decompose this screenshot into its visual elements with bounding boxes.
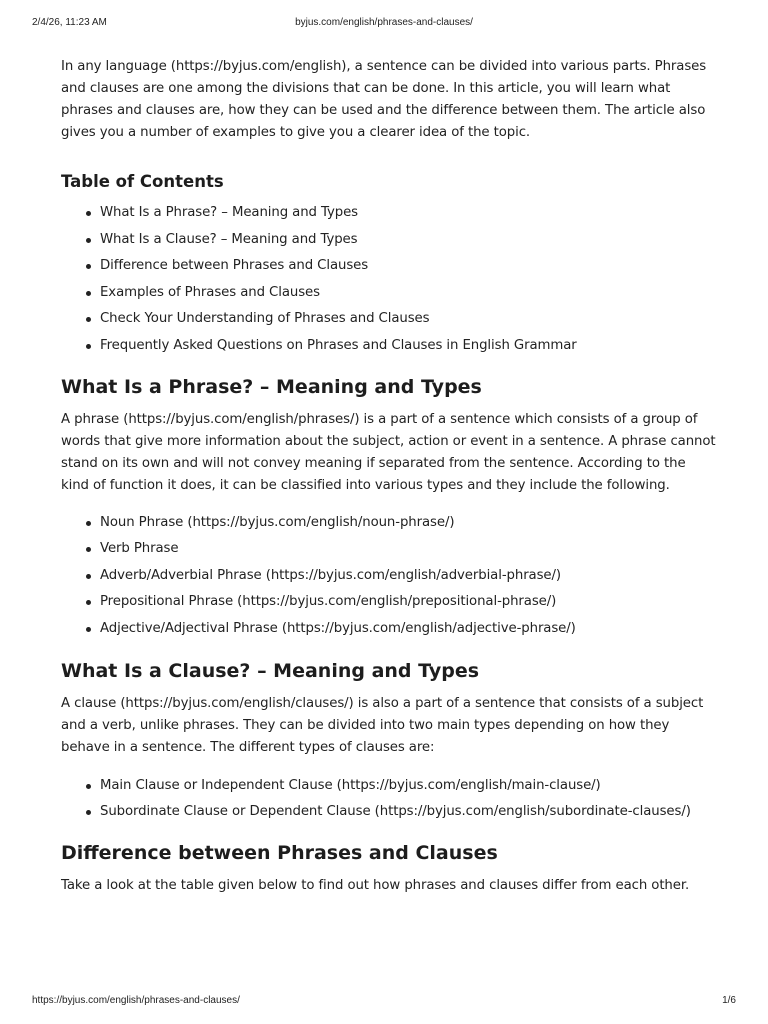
phrase-heading: What Is a Phrase? – Meaning and Types bbox=[61, 375, 482, 398]
article-content bbox=[61, 56, 716, 897]
print-footer bbox=[32, 995, 736, 1009]
print-header bbox=[32, 17, 736, 31]
list-item-verb-phrase: Verb Phrase bbox=[61, 538, 716, 560]
phrase-paragraph: A phrase (https://byjus.com/english/phrases/) is a part of a sentence which consists of a group of words that give more information about the subject, action or event in a sentence. A phrase cannot stand on its own and will not convey meaning if separated from the sentence. According to the kind of function it does, it can be classified into various types and they include the following. bbox=[61, 411, 716, 493]
toc-item-faq[interactable]: Frequently Asked Questions on Phrases and Clauses in English Grammar bbox=[61, 335, 716, 357]
difference-paragraph: Take a look at the table given below to find out how phrases and clauses differ from each other. bbox=[61, 878, 690, 893]
list-item-main-clause: Main Clause or Independent Clause (https://byjus.com/english/main-clause/) bbox=[61, 775, 716, 797]
clause-paragraph: A clause (https://byjus.com/english/clauses/) is also a part of a sentence that consists of a subject and a verb, unlike phrases. They can be divided into two main types depending on how they behave in a sentence. The different types of clauses are: bbox=[61, 695, 704, 755]
list-item-noun-phrase: Noun Phrase (https://byjus.com/english/noun-phrase/) bbox=[61, 512, 716, 534]
toc-item-phrase[interactable]: What Is a Phrase? – Meaning and Types bbox=[61, 202, 716, 224]
toc-item-check-understanding[interactable]: Check Your Understanding of Phrases and Clauses bbox=[61, 308, 716, 330]
list-item-prepositional-phrase: Prepositional Phrase (https://byjus.com/english/prepositional-phrase/) bbox=[61, 591, 716, 613]
print-datetime: 2/4/26, 11:23 AM bbox=[32, 17, 107, 28]
toc-item-examples[interactable]: Examples of Phrases and Clauses bbox=[61, 282, 716, 304]
print-footer-url: https://byjus.com/english/phrases-and-clauses/ bbox=[32, 995, 240, 1006]
toc-item-clause[interactable]: What Is a Clause? – Meaning and Types bbox=[61, 229, 716, 251]
clause-heading: What Is a Clause? – Meaning and Types bbox=[61, 659, 480, 682]
list-item-adverbial-phrase: Adverb/Adverbial Phrase (https://byjus.com/english/adverbial-phrase/) bbox=[61, 565, 716, 587]
print-header-url: byjus.com/english/phrases-and-clauses/ bbox=[295, 17, 473, 28]
toc-title: Table of Contents bbox=[61, 172, 224, 191]
toc-item-difference[interactable]: Difference between Phrases and Clauses bbox=[61, 255, 716, 277]
clause-types-list bbox=[61, 775, 716, 824]
toc-list bbox=[61, 202, 716, 357]
difference-heading: Difference between Phrases and Clauses bbox=[61, 842, 498, 864]
page-number: 1/6 bbox=[722, 995, 736, 1006]
phrase-types-list bbox=[61, 512, 716, 640]
list-item-adjective-phrase: Adjective/Adjectival Phrase (https://byjus.com/english/adjective-phrase/) bbox=[61, 618, 716, 640]
intro-paragraph: In any language (https://byjus.com/english), a sentence can be divided into various parts. Phrases and clauses are one among the divisions that can be done. In this article, you will learn what phrases and clauses are, how they can be used and the difference between them. The article also gives you a number of examples to give you a clearer idea of the topic. bbox=[61, 59, 707, 140]
list-item-subordinate-clause: Subordinate Clause or Dependent Clause (https://byjus.com/english/subordinate-clauses/) bbox=[61, 801, 716, 823]
